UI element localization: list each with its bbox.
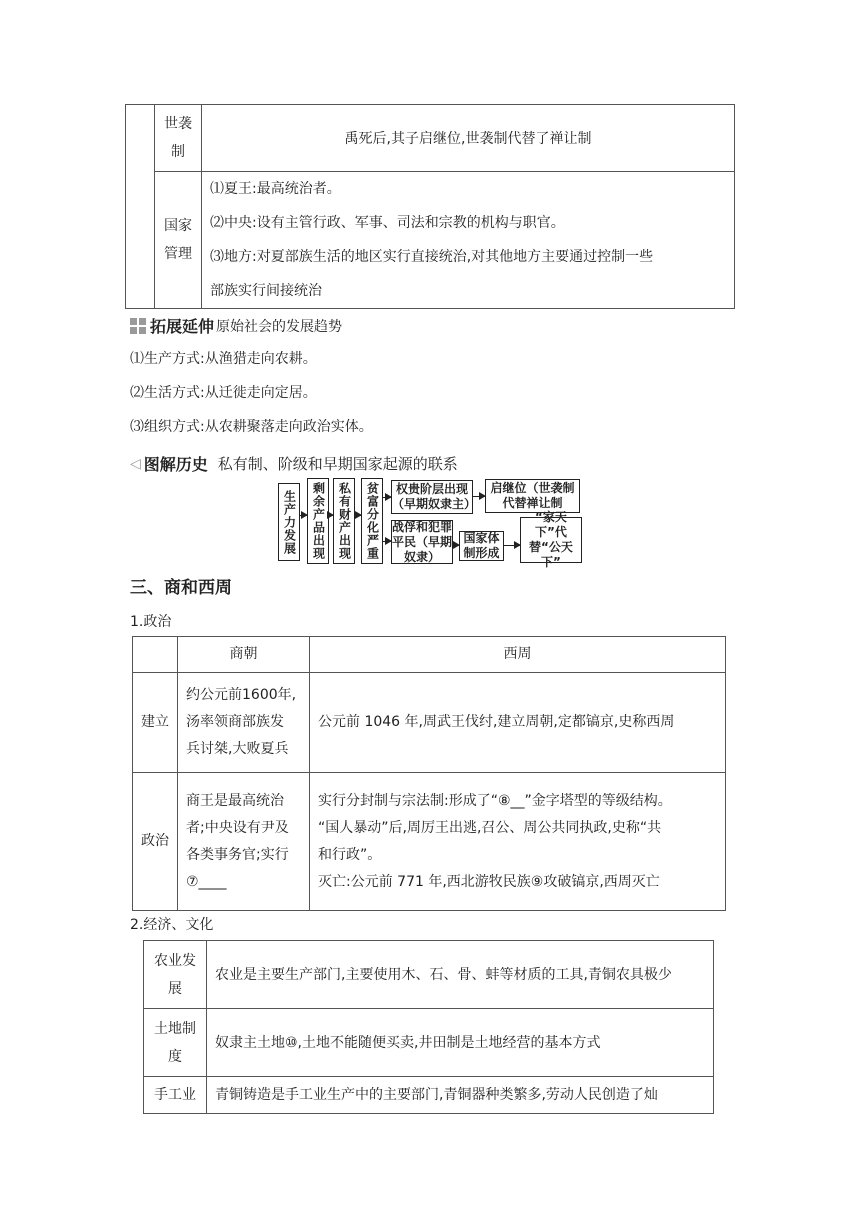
cell-shang-politics: 商王是最高统治 者;中央设有尹及 各类事务官;实行 ⑦____: [178, 773, 310, 911]
row-content-handicraft: 青铜铸造是手工业生产中的主要部门,青铜器种类繁多,劳动人民创造了灿: [207, 1077, 714, 1114]
origin-flow-diagram: [270, 475, 590, 567]
illustration-tag: ◁ 图解历史: [130, 455, 208, 474]
flow-arrow: [329, 515, 333, 516]
box-succession: 启继位（世袭制代替禅让制: [485, 479, 580, 513]
box-nobility: 权贵阶层出现（早期奴隶主）: [391, 480, 473, 514]
flow-arrow: [383, 497, 391, 498]
politics-title: 1.政治: [130, 614, 172, 630]
economy-table: [143, 940, 714, 1114]
list-item: ⑶组织方式:从农耕聚落走向政治实体。: [130, 419, 373, 435]
extension-list: [130, 342, 373, 444]
extension-title: 原始社会的发展趋势: [216, 318, 343, 335]
extension-banner: [130, 314, 342, 337]
box-productivity: 生产力发展: [278, 483, 300, 561]
economy-title: 2.经济、文化: [130, 917, 214, 933]
flow-arrow: [453, 545, 459, 546]
row-label-hereditary: 世袭 制: [155, 105, 202, 172]
row-label-state-management: 国家 管理: [155, 172, 202, 309]
cell-zhou-politics: 实行分封制与宗法制:形成了“⑧__”金字塔型的等级结构。 “国人暴动”后,周厉王出逃,召公、周公共同执政,史称“共 和行政”。 灭亡:公元前 771 年,西北游牧民族⑨攻破镐京,西周灭亡: [310, 773, 726, 911]
row-content-state-management: ⑴夏王:最高统治者。 ⑵中央:设有主管行政、军事、司法和宗教的机构与职官。 ⑶地方:对夏部族生活的地区实行直接统治,对其他地方主要通过控制一些 部族实行间接统治: [202, 172, 735, 309]
flow-arrow: [473, 496, 485, 497]
box-slaves: 战俘和犯罪平民（早期奴隶）: [392, 519, 453, 564]
row-label-founding: 建立: [133, 673, 178, 773]
cell-shang-founding: 约公元前1600年, 汤率领商部族发 兵讨桀,大败夏兵: [178, 673, 310, 773]
politics-table: [132, 636, 726, 911]
row-label-politics: 政治: [133, 773, 178, 911]
list-item: ⑵生活方式:从迁徙走向定居。: [130, 385, 317, 401]
row-label-handicraft: 手工业: [144, 1077, 207, 1114]
list-item: ⑴生产方式:从渔猎走向农耕。: [130, 351, 317, 367]
extension-tag: 拓展延伸: [130, 314, 214, 337]
flow-arrow: [383, 541, 391, 542]
header-zhou: 西周: [310, 637, 726, 673]
cell-zhou-founding: 公元前 1046 年,周武王伐纣,建立周朝,定都镐京,史称西周: [310, 673, 726, 773]
box-private-property: 私有财产出现: [333, 478, 355, 564]
illustration-banner: [130, 452, 458, 475]
grid-icon: [130, 318, 146, 334]
box-family-realm: “家天下”代替“公天下”: [520, 517, 582, 563]
illustration-title: 私有制、阶级和早期国家起源的联系: [217, 455, 458, 473]
header-blank: [133, 637, 178, 673]
header-shang: 商朝: [178, 637, 310, 673]
row-content-hereditary: 禹死后,其子启继位,世袭制代替了禅让制: [202, 105, 735, 172]
box-surplus: 剩余产品出现: [307, 478, 329, 564]
row-label-land: 土地制 度: [144, 1009, 207, 1077]
flow-arrow: [504, 545, 520, 546]
row-content-agriculture: 农业是主要生产部门,主要使用木、石、骨、蚌等材质的工具,青铜农具极少: [207, 941, 714, 1009]
box-state-system: 国家体制形成: [459, 531, 504, 561]
share-icon: ◁: [130, 455, 141, 472]
box-wealth-gap: 贫富分化严重: [361, 478, 383, 564]
row-label-agriculture: 农业发 展: [144, 941, 207, 1009]
flow-arrow: [300, 515, 307, 516]
hereditary-governance-table: [125, 104, 735, 309]
flow-arrow: [355, 515, 361, 516]
section-heading: 三、商和西周: [130, 578, 232, 598]
blank-cell: [126, 105, 155, 309]
row-content-land: 奴隶主土地⑩,土地不能随便买卖,井田制是土地经营的基本方式: [207, 1009, 714, 1077]
